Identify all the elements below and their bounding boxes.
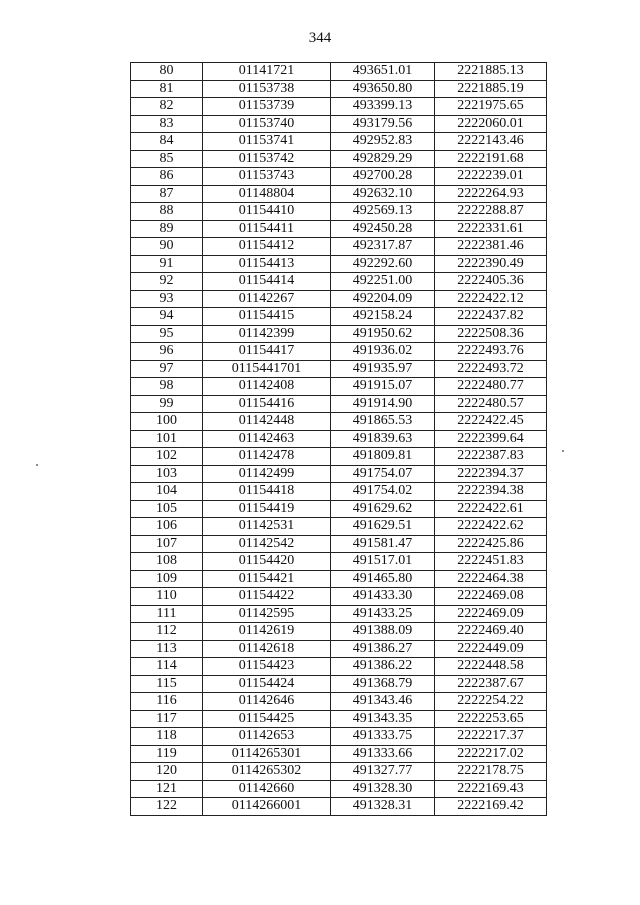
point-id-cell: 01154424 (203, 675, 331, 693)
table-row (131, 483, 547, 501)
y-coordinate-cell: 2222469.09 (435, 605, 547, 623)
table-row (131, 710, 547, 728)
point-number-cell: 97 (131, 360, 203, 378)
y-coordinate-cell: 2222253.65 (435, 710, 547, 728)
table-row (131, 640, 547, 658)
x-coordinate-cell: 491517.01 (331, 553, 435, 571)
point-number-cell: 101 (131, 430, 203, 448)
y-coordinate-cell: 2222399.64 (435, 430, 547, 448)
table-row (131, 535, 547, 553)
point-number-cell: 106 (131, 518, 203, 536)
point-id-cell: 01154418 (203, 483, 331, 501)
y-coordinate-cell: 2221975.65 (435, 98, 547, 116)
table-row (131, 378, 547, 396)
scan-speck (562, 450, 564, 452)
point-number-cell: 83 (131, 115, 203, 133)
y-coordinate-cell: 2222469.08 (435, 588, 547, 606)
point-number-cell: 94 (131, 308, 203, 326)
point-id-cell: 01142478 (203, 448, 331, 466)
y-coordinate-cell: 2222449.09 (435, 640, 547, 658)
table-row (131, 448, 547, 466)
point-number-cell: 89 (131, 220, 203, 238)
x-coordinate-cell: 491950.62 (331, 325, 435, 343)
y-coordinate-cell: 2222480.77 (435, 378, 547, 396)
point-number-cell: 108 (131, 553, 203, 571)
x-coordinate-cell: 493651.01 (331, 63, 435, 81)
table-row (131, 430, 547, 448)
point-number-cell: 82 (131, 98, 203, 116)
x-coordinate-cell: 492317.87 (331, 238, 435, 256)
y-coordinate-cell: 2222387.67 (435, 675, 547, 693)
point-id-cell: 0114265301 (203, 745, 331, 763)
point-number-cell: 87 (131, 185, 203, 203)
table-row (131, 325, 547, 343)
y-coordinate-cell: 2222060.01 (435, 115, 547, 133)
x-coordinate-cell: 492569.13 (331, 203, 435, 221)
table-row (131, 500, 547, 518)
x-coordinate-cell: 491433.30 (331, 588, 435, 606)
x-coordinate-cell: 493399.13 (331, 98, 435, 116)
x-coordinate-cell: 493179.56 (331, 115, 435, 133)
point-id-cell: 01153743 (203, 168, 331, 186)
table-row (131, 203, 547, 221)
point-number-cell: 120 (131, 763, 203, 781)
table-row (131, 693, 547, 711)
table-row (131, 290, 547, 308)
point-id-cell: 01142499 (203, 465, 331, 483)
point-number-cell: 102 (131, 448, 203, 466)
x-coordinate-cell: 491386.27 (331, 640, 435, 658)
scan-speck (36, 464, 38, 466)
x-coordinate-cell: 491343.35 (331, 710, 435, 728)
point-number-cell: 116 (131, 693, 203, 711)
point-number-cell: 91 (131, 255, 203, 273)
table-row (131, 728, 547, 746)
x-coordinate-cell: 491327.77 (331, 763, 435, 781)
point-id-cell: 01142542 (203, 535, 331, 553)
point-number-cell: 105 (131, 500, 203, 518)
y-coordinate-cell: 2222169.42 (435, 798, 547, 816)
x-coordinate-cell: 491433.25 (331, 605, 435, 623)
point-id-cell: 01142653 (203, 728, 331, 746)
y-coordinate-cell: 2222394.37 (435, 465, 547, 483)
point-number-cell: 84 (131, 133, 203, 151)
x-coordinate-cell: 491465.80 (331, 570, 435, 588)
y-coordinate-cell: 2222217.02 (435, 745, 547, 763)
y-coordinate-cell: 2222394.38 (435, 483, 547, 501)
x-coordinate-cell: 491754.02 (331, 483, 435, 501)
point-id-cell: 01154413 (203, 255, 331, 273)
table-row (131, 308, 547, 326)
coordinates-table-body (131, 63, 547, 816)
x-coordinate-cell: 491386.22 (331, 658, 435, 676)
x-coordinate-cell: 492632.10 (331, 185, 435, 203)
x-coordinate-cell: 492158.24 (331, 308, 435, 326)
y-coordinate-cell: 2222422.45 (435, 413, 547, 431)
table-row (131, 780, 547, 798)
point-number-cell: 90 (131, 238, 203, 256)
x-coordinate-cell: 491581.47 (331, 535, 435, 553)
y-coordinate-cell: 2222264.93 (435, 185, 547, 203)
point-number-cell: 118 (131, 728, 203, 746)
point-id-cell: 01154416 (203, 395, 331, 413)
x-coordinate-cell: 491333.66 (331, 745, 435, 763)
y-coordinate-cell: 2222464.38 (435, 570, 547, 588)
point-id-cell: 01142448 (203, 413, 331, 431)
y-coordinate-cell: 2222437.82 (435, 308, 547, 326)
point-number-cell: 103 (131, 465, 203, 483)
point-number-cell: 119 (131, 745, 203, 763)
point-number-cell: 113 (131, 640, 203, 658)
x-coordinate-cell: 491388.09 (331, 623, 435, 641)
table-row (131, 395, 547, 413)
table-row (131, 360, 547, 378)
table-row (131, 623, 547, 641)
y-coordinate-cell: 2222508.36 (435, 325, 547, 343)
point-id-cell: 01154422 (203, 588, 331, 606)
y-coordinate-cell: 2222239.01 (435, 168, 547, 186)
x-coordinate-cell: 492292.60 (331, 255, 435, 273)
y-coordinate-cell: 2222169.43 (435, 780, 547, 798)
table-row (131, 80, 547, 98)
table-row (131, 745, 547, 763)
point-number-cell: 110 (131, 588, 203, 606)
point-number-cell: 92 (131, 273, 203, 291)
point-id-cell: 01154425 (203, 710, 331, 728)
y-coordinate-cell: 2222451.83 (435, 553, 547, 571)
table-row (131, 798, 547, 816)
point-id-cell: 01153742 (203, 150, 331, 168)
point-number-cell: 109 (131, 570, 203, 588)
x-coordinate-cell: 491328.31 (331, 798, 435, 816)
point-number-cell: 95 (131, 325, 203, 343)
table-row (131, 763, 547, 781)
point-number-cell: 93 (131, 290, 203, 308)
table-row (131, 150, 547, 168)
point-number-cell: 96 (131, 343, 203, 361)
table-row (131, 605, 547, 623)
x-coordinate-cell: 491865.53 (331, 413, 435, 431)
point-id-cell: 01154414 (203, 273, 331, 291)
table-row (131, 98, 547, 116)
x-coordinate-cell: 492700.28 (331, 168, 435, 186)
point-number-cell: 112 (131, 623, 203, 641)
table-row (131, 133, 547, 151)
point-number-cell: 98 (131, 378, 203, 396)
y-coordinate-cell: 2222425.86 (435, 535, 547, 553)
x-coordinate-cell: 491936.02 (331, 343, 435, 361)
y-coordinate-cell: 2221885.19 (435, 80, 547, 98)
page-number: 344 (308, 30, 332, 46)
point-id-cell: 01142595 (203, 605, 331, 623)
point-id-cell: 01148804 (203, 185, 331, 203)
point-number-cell: 85 (131, 150, 203, 168)
point-id-cell: 01153739 (203, 98, 331, 116)
table-row (131, 168, 547, 186)
point-number-cell: 115 (131, 675, 203, 693)
y-coordinate-cell: 2222254.22 (435, 693, 547, 711)
table-row (131, 413, 547, 431)
y-coordinate-cell: 2222422.12 (435, 290, 547, 308)
point-number-cell: 81 (131, 80, 203, 98)
point-number-cell: 104 (131, 483, 203, 501)
table-row (131, 518, 547, 536)
x-coordinate-cell: 491839.63 (331, 430, 435, 448)
y-coordinate-cell: 2222178.75 (435, 763, 547, 781)
y-coordinate-cell: 2222217.37 (435, 728, 547, 746)
table-row (131, 63, 547, 81)
x-coordinate-cell: 491333.75 (331, 728, 435, 746)
point-id-cell: 01154419 (203, 500, 331, 518)
point-number-cell: 111 (131, 605, 203, 623)
x-coordinate-cell: 491915.07 (331, 378, 435, 396)
y-coordinate-cell: 2222422.61 (435, 500, 547, 518)
x-coordinate-cell: 491935.97 (331, 360, 435, 378)
y-coordinate-cell: 2222390.49 (435, 255, 547, 273)
table-row (131, 185, 547, 203)
point-id-cell: 01154421 (203, 570, 331, 588)
point-number-cell: 121 (131, 780, 203, 798)
y-coordinate-cell: 2222422.62 (435, 518, 547, 536)
x-coordinate-cell: 491809.81 (331, 448, 435, 466)
point-id-cell: 01153741 (203, 133, 331, 151)
y-coordinate-cell: 2222405.36 (435, 273, 547, 291)
x-coordinate-cell: 491629.51 (331, 518, 435, 536)
point-id-cell: 01142531 (203, 518, 331, 536)
x-coordinate-cell: 491629.62 (331, 500, 435, 518)
y-coordinate-cell: 2222469.40 (435, 623, 547, 641)
table-row (131, 273, 547, 291)
point-number-cell: 86 (131, 168, 203, 186)
point-id-cell: 01154411 (203, 220, 331, 238)
table-row (131, 658, 547, 676)
point-id-cell: 01153738 (203, 80, 331, 98)
y-coordinate-cell: 2221885.13 (435, 63, 547, 81)
y-coordinate-cell: 2222331.61 (435, 220, 547, 238)
point-id-cell: 01142463 (203, 430, 331, 448)
table-row (131, 343, 547, 361)
point-id-cell: 01154420 (203, 553, 331, 571)
y-coordinate-cell: 2222381.46 (435, 238, 547, 256)
y-coordinate-cell: 2222143.46 (435, 133, 547, 151)
point-id-cell: 0114266001 (203, 798, 331, 816)
x-coordinate-cell: 492204.09 (331, 290, 435, 308)
table-row (131, 675, 547, 693)
table-row (131, 115, 547, 133)
point-id-cell: 01154415 (203, 308, 331, 326)
point-number-cell: 99 (131, 395, 203, 413)
y-coordinate-cell: 2222480.57 (435, 395, 547, 413)
x-coordinate-cell: 492450.28 (331, 220, 435, 238)
point-id-cell: 01153740 (203, 115, 331, 133)
x-coordinate-cell: 491368.79 (331, 675, 435, 693)
y-coordinate-cell: 2222387.83 (435, 448, 547, 466)
point-number-cell: 122 (131, 798, 203, 816)
x-coordinate-cell: 491754.07 (331, 465, 435, 483)
point-id-cell: 01141721 (203, 63, 331, 81)
y-coordinate-cell: 2222191.68 (435, 150, 547, 168)
table-row (131, 220, 547, 238)
point-number-cell: 114 (131, 658, 203, 676)
point-id-cell: 0115441701 (203, 360, 331, 378)
point-number-cell: 117 (131, 710, 203, 728)
table-row (131, 255, 547, 273)
y-coordinate-cell: 2222493.72 (435, 360, 547, 378)
y-coordinate-cell: 2222288.87 (435, 203, 547, 221)
point-id-cell: 01142660 (203, 780, 331, 798)
table-row (131, 238, 547, 256)
x-coordinate-cell: 493650.80 (331, 80, 435, 98)
point-id-cell: 01154423 (203, 658, 331, 676)
point-id-cell: 01142646 (203, 693, 331, 711)
table-row (131, 570, 547, 588)
x-coordinate-cell: 492829.29 (331, 150, 435, 168)
point-number-cell: 80 (131, 63, 203, 81)
x-coordinate-cell: 491914.90 (331, 395, 435, 413)
y-coordinate-cell: 2222493.76 (435, 343, 547, 361)
table-row (131, 465, 547, 483)
y-coordinate-cell: 2222448.58 (435, 658, 547, 676)
table-row (131, 588, 547, 606)
point-id-cell: 01142399 (203, 325, 331, 343)
x-coordinate-cell: 492251.00 (331, 273, 435, 291)
point-id-cell: 01142619 (203, 623, 331, 641)
point-id-cell: 01154410 (203, 203, 331, 221)
x-coordinate-cell: 492952.83 (331, 133, 435, 151)
x-coordinate-cell: 491343.46 (331, 693, 435, 711)
point-id-cell: 01142267 (203, 290, 331, 308)
point-number-cell: 88 (131, 203, 203, 221)
point-id-cell: 01142618 (203, 640, 331, 658)
table-row (131, 553, 547, 571)
point-id-cell: 0114265302 (203, 763, 331, 781)
point-id-cell: 01154412 (203, 238, 331, 256)
coordinates-table (130, 62, 547, 816)
point-id-cell: 01154417 (203, 343, 331, 361)
point-number-cell: 107 (131, 535, 203, 553)
point-number-cell: 100 (131, 413, 203, 431)
point-id-cell: 01142408 (203, 378, 331, 396)
x-coordinate-cell: 491328.30 (331, 780, 435, 798)
